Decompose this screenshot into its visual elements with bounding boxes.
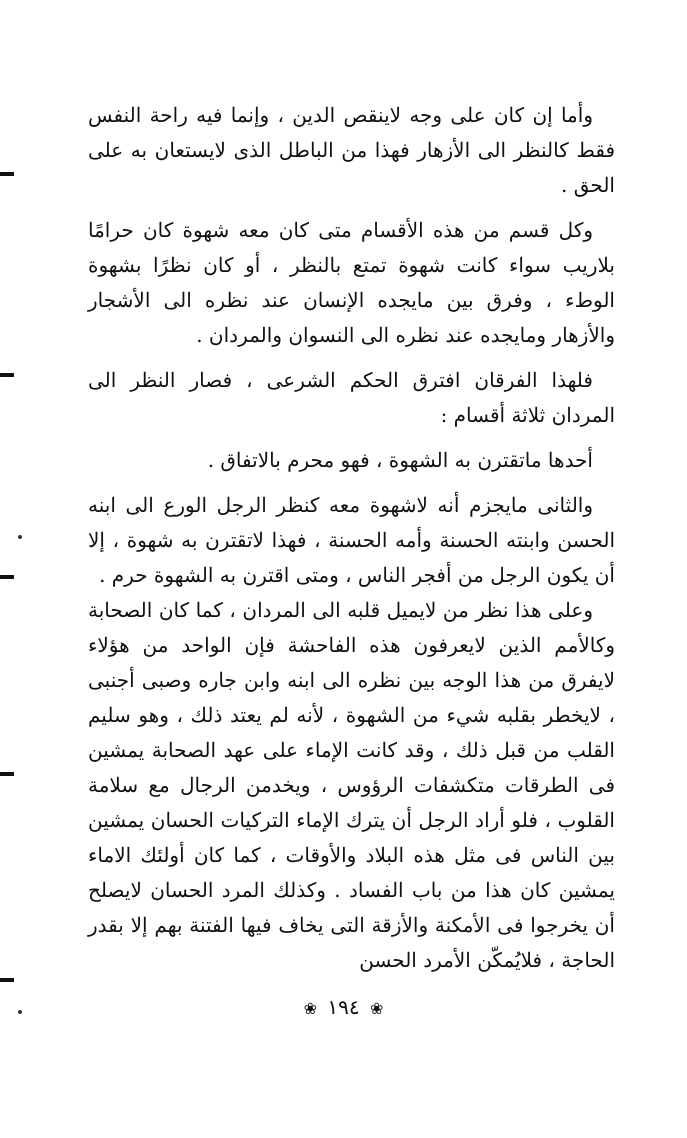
margin-dot [18,535,22,539]
body-text [88,98,615,978]
margin-dot [18,1010,22,1014]
margin-mark [0,373,14,377]
paragraph-5: والثانى مايجزم أنه لاشهوة معه كنظر الرجل الورع الى ابنه الحسن وابنته الحسنة وأمه الحسنة ، فهذا لاتقترن به شهوة ، إلا أن يكون الرجل من أفجر الناس ، ومتى اقترن به الشهوة حرم . [88,493,615,587]
paragraph-6: وعلى هذا نظر من لايميل قلبه الى المردان ، كما كان الصحابة وكالأمم الذين لايعرفون هذه الفاحشة فإن الواحد من هؤلاء لايفرق من هذا الوجه بين نظره الى ابنه وابن جاره وصبى أجنبى ، لايخطر بقلبه شيء من الشهوة ، لأنه لم يعتد ذلك ، وهو سليم القلب من قبل ذلك ، وقد كانت الإماء على عهد الصحابة يمشين فى الطرقات متكشفات الرؤوس ، ويخدمن الرجال مع سلامة القلوب ، فلو أراد الرجل أن يترك الإماء التركيات الحسان يمشين بين الناس فى مثل هذه البلاد والأوقات ، كما كان أولئك الاماء يمشين كان هذا من باب الفساد . وكذلك المرد الحسان لايصلح أن يخرجوا فى الأمكنة والأزقة التى يخاف فيها الفتنة بهم إلا بقدر الحاجة ، فلايُمكّن الأمرد الحسن [88,598,615,972]
paragraph-3: فلهذا الفرقان افترق الحكم الشرعى ، فصار النظر الى المردان ثلاثة أقسام : [88,368,615,427]
ornament-left-icon: ❀ [303,998,318,1018]
paragraph-2: وكل قسم من هذه الأقسام متى كان معه شهوة كان حرامًا بلاريب سواء كانت شهوة تمتع بالنظر ، أو كان نظرًا بشهوة الوطء ، وفرق بين مايجده الإنسان عند نظره الى الأشجار والأزهار ومايجده عند نظره الى النسوان والمردان . [88,218,615,347]
page-number-footer [0,992,687,1024]
margin-mark [0,575,14,579]
paragraph-1: وأما إن كان على وجه لاينقص الدين ، وإنما فيه راحة النفس فقط كالنظر الى الأزهار فهذا من الباطل الذى لايستعان به على الحق . [88,103,615,197]
margin-mark [0,978,14,982]
page-number: ١٩٤ [327,995,360,1019]
paragraph-4: أحدها ماتقترن به الشهوة ، فهو محرم بالاتفاق . [207,448,593,472]
margin-mark [0,772,14,776]
margin-mark [0,172,14,176]
ornament-right-icon: ❀ [369,998,384,1018]
